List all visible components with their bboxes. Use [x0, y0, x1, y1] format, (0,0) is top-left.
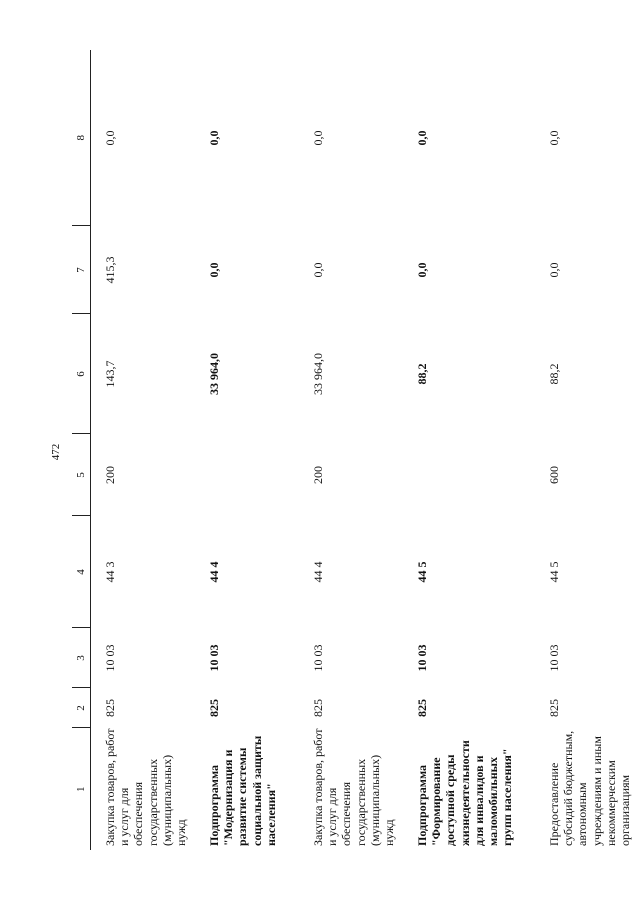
- cell-target-article: 44 5: [415, 561, 429, 583]
- header-col-3: 3: [72, 628, 91, 688]
- cell-amount-3: 0,0: [311, 130, 325, 146]
- row-label: Подпрограмма "Формирование доступной среды жизнедеятельности для инвалидов и маломобильных групп населения": [415, 740, 515, 846]
- cell-target-article: 44 5: [547, 561, 561, 583]
- cell-ministry: 825: [207, 699, 221, 717]
- cell-expense-type: [403, 434, 535, 516]
- cell-section: 10 03: [103, 644, 117, 672]
- cell-amount-1: 88,2: [415, 363, 429, 385]
- table-row: [91, 50, 196, 850]
- row-label: Закупка товаров, работ и услуг для обеспечения государственных (муниципальных) нужд: [103, 728, 189, 846]
- cell-amount-1: 88,2: [547, 363, 561, 385]
- cell-amount-2: 0,0: [547, 262, 561, 278]
- cell-target-article: 44 4: [207, 561, 221, 583]
- cell-ministry: 825: [103, 699, 117, 717]
- header-col-8: 8: [72, 50, 91, 226]
- cell-ministry: 825: [415, 699, 429, 717]
- cell-expense-type: [195, 434, 299, 516]
- cell-section: 10 03: [415, 644, 429, 672]
- cell-amount-3: 0,0: [415, 130, 429, 146]
- header-col-4: 4: [72, 516, 91, 628]
- page-number: 472: [50, 443, 62, 461]
- row-label: Предоставление субсидий бюджетным, автономным учреждениям и иным некоммерческим организациям: [547, 730, 633, 846]
- header-row: [72, 50, 91, 850]
- cell-section: 10 03: [311, 644, 325, 672]
- cell-ministry: 825: [311, 699, 325, 717]
- cell-amount-2: 0,0: [311, 262, 325, 278]
- cell-target-article: 44 4: [311, 561, 325, 583]
- cell-expense-type: 600: [547, 466, 561, 484]
- header-col-5: 5: [72, 434, 91, 516]
- cell-ministry: 825: [547, 699, 561, 717]
- budget-table: [72, 50, 640, 850]
- cell-section: 10 03: [547, 644, 561, 672]
- header-col-6: 6: [72, 314, 91, 434]
- row-label: Закупка товаров, работ и услуг для обеспечения государственных (муниципальных) нужд: [311, 728, 397, 846]
- cell-amount-2: 0,0: [207, 262, 221, 278]
- cell-amount-3: 0,0: [547, 130, 561, 146]
- cell-amount-2: 0,0: [415, 262, 429, 278]
- table-row: [195, 50, 299, 850]
- cell-expense-type: 200: [103, 466, 117, 484]
- header-col-1: 1: [72, 728, 91, 850]
- table-row: [299, 50, 403, 850]
- row-label: Подпрограмма "Модернизация и развитие системы социальной защиты населения": [207, 735, 278, 846]
- cell-expense-type: 200: [311, 466, 325, 484]
- header-col-2: 2: [72, 688, 91, 728]
- cell-amount-3: 0,0: [207, 130, 221, 146]
- header-col-7: 7: [72, 226, 91, 314]
- cell-amount-2: 415,3: [103, 256, 117, 284]
- table-row: [403, 50, 535, 850]
- cell-amount-3: 0,0: [103, 130, 117, 146]
- cell-amount-1: 33 964,0: [311, 353, 325, 395]
- cell-section: 10 03: [207, 644, 221, 672]
- cell-amount-1: 33 964,0: [207, 353, 221, 395]
- cell-target-article: 44 3: [103, 561, 117, 583]
- table-row: [535, 50, 640, 850]
- rotated-table-container: [72, 50, 633, 850]
- cell-amount-1: 143,7: [103, 360, 117, 388]
